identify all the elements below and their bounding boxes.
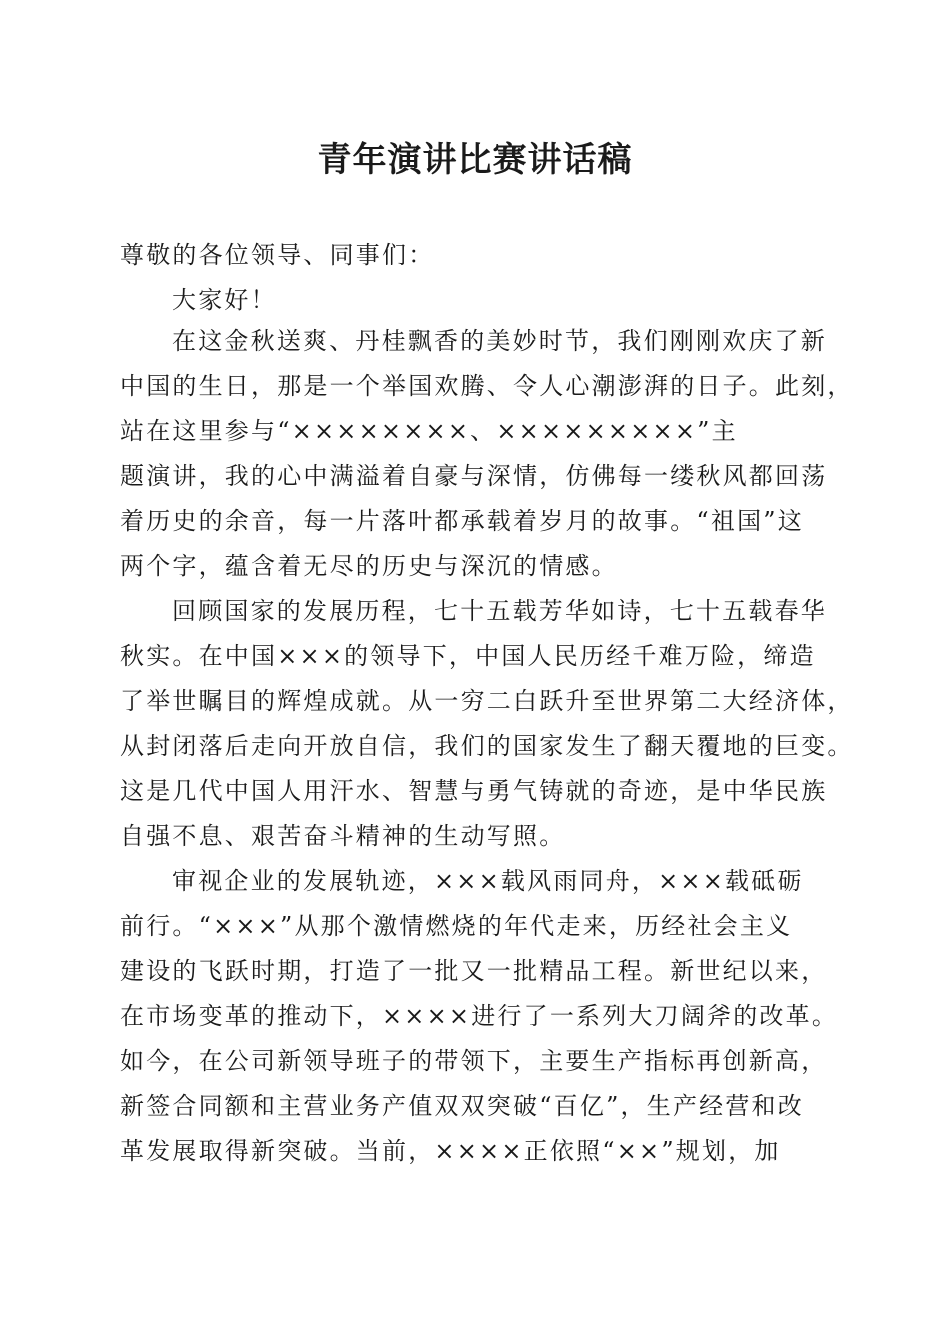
paragraph-line: 在这金秋送爽、丹桂飘香的美妙时节，我们刚刚欢庆了新 — [172, 327, 827, 355]
paragraph-line: 题演讲，我的心中满溢着自豪与深情，仿佛每一缕秋风都回荡 — [120, 462, 828, 490]
salutation: 尊敬的各位领导、同事们： — [120, 241, 435, 269]
document-title: 青年演讲比赛讲话稿 — [317, 140, 633, 180]
greeting: 大家好！ — [172, 286, 277, 314]
paragraph-line: 审视企业的发展轨迹，×××载风雨同舟，×××载砥砺 — [172, 867, 804, 895]
paragraph-line: 回顾国家的发展历程，七十五载芳华如诗，七十五载春华 — [172, 597, 827, 625]
paragraph-line: 这是几代中国人用汗水、智慧与勇气铸就的奇迹，是中华民族 — [120, 777, 828, 805]
paragraph-line: 站在这里参与“××××××××、×××××××××”主 — [120, 417, 738, 445]
paragraph-line: 着历史的余音，每一片落叶都承载着岁月的故事。“祖国”这 — [120, 507, 804, 535]
paragraph-line: 新签合同额和主营业务产值双双突破“百亿”，生产经营和改 — [120, 1092, 804, 1120]
paragraph-line: 如今，在公司新领导班子的带领下，主要生产指标再创新高， — [120, 1047, 828, 1075]
paragraph-line: 在市场变革的推动下，××××进行了一系列大刀阔斧的改革。 — [120, 1002, 839, 1030]
paragraph-line: 了举世瞩目的辉煌成就。从一穷二白跃升至世界第二大经济体， — [120, 687, 854, 715]
paragraph-line: 从封闭落后走向开放自信，我们的国家发生了翻天覆地的巨变。 — [120, 732, 854, 760]
paragraph-line: 自强不息、艰苦奋斗精神的生动写照。 — [120, 822, 566, 850]
paragraph-line: 两个字，蕴含着无尽的历史与深沉的情感。 — [120, 552, 618, 580]
paragraph-line: 前行。“×××”从那个激情燃烧的年代走来，历经社会主义 — [120, 912, 793, 940]
paragraph-line: 建设的飞跃时期，打造了一批又一批精品工程。新世纪以来， — [120, 957, 828, 985]
paragraph-line: 秋实。在中国×××的领导下，中国人民历经千难万险，缔造 — [120, 642, 816, 670]
paragraph-line: 中国的生日，那是一个举国欢腾、令人心潮澎湃的日子。此刻， — [120, 372, 854, 400]
paragraph-line: 革发展取得新突破。当前，××××正依照“××”规划，加 — [120, 1137, 781, 1165]
